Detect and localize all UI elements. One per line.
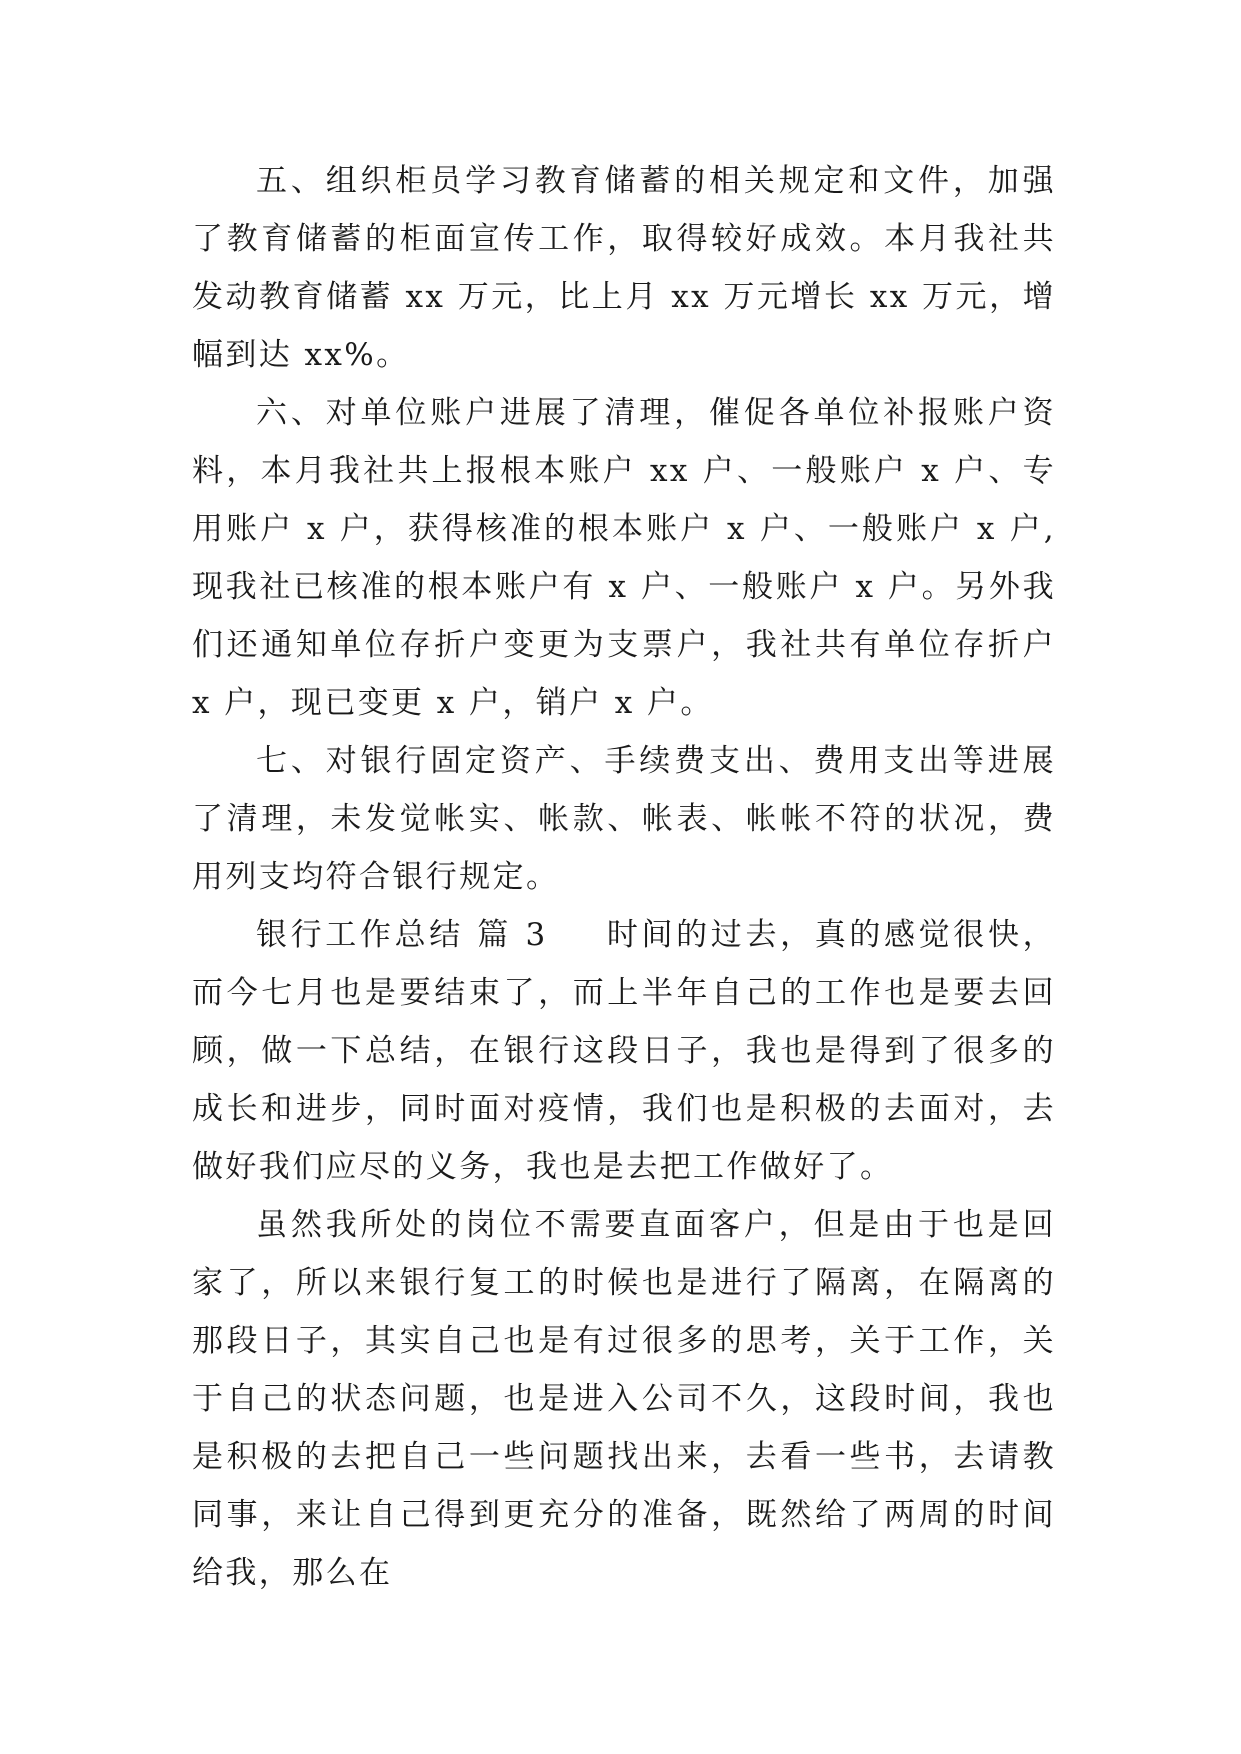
section-paragraph [192, 906, 1056, 1196]
section-first-text: 时间的过去，真的感觉很快，而今七月也是要结束了，而上半年自己的工作也是要去回顾，做一下总结，在银行这段日子，我也是得到了很多的成长和进步，同时面对疫情，我们也是积极的去面对，去做好我们应尽的义务，我也是去把工作做好了。 [192, 917, 1056, 1185]
paragraph-six: 六、对单位账户进展了清理，催促各单位补报账户资料，本月我社共上报根本账户 xx 户、一般账户 x 户、专用账户 x 户，获得核准的根本账户 x 户、一般账户 x 户,现我社已核准的根本账户有 x 户、一般账户 x 户。另外我们还通知单位存折户变更为支票户，我社共有单位存折户 x 户，现已变更 x 户，销户 x 户。 [192, 395, 1056, 721]
document-body [192, 152, 1056, 1602]
paragraph-five: 五、组织柜员学习教育储蓄的相关规定和文件，加强了教育储蓄的柜面宣传工作，取得较好成效。本月我社共发动教育储蓄 xx 万元，比上月 xx 万元增长 xx 万元，增幅到达 xx%。 [192, 163, 1056, 373]
paragraph-after: 虽然我所处的岗位不需要直面客户，但是由于也是回家了，所以来银行复工的时候也是进行了隔离，在隔离的那段日子，其实自己也是有过很多的思考，关于工作，关于自己的状态问题，也是进入公司不久，这段时间，我也是积极的去把自己一些问题找出来，去看一些书，去请教同事，来让自己得到更充分的准备，既然给了两周的时间给我，那么在 [192, 1207, 1056, 1591]
paragraph-seven: 七、对银行固定资产、手续费支出、费用支出等进展了清理，未发觉帐实、帐款、帐表、帐帐不符的状况，费用列支均符合银行规定。 [192, 743, 1056, 895]
section-heading: 银行工作总结 篇 3 [256, 917, 548, 953]
